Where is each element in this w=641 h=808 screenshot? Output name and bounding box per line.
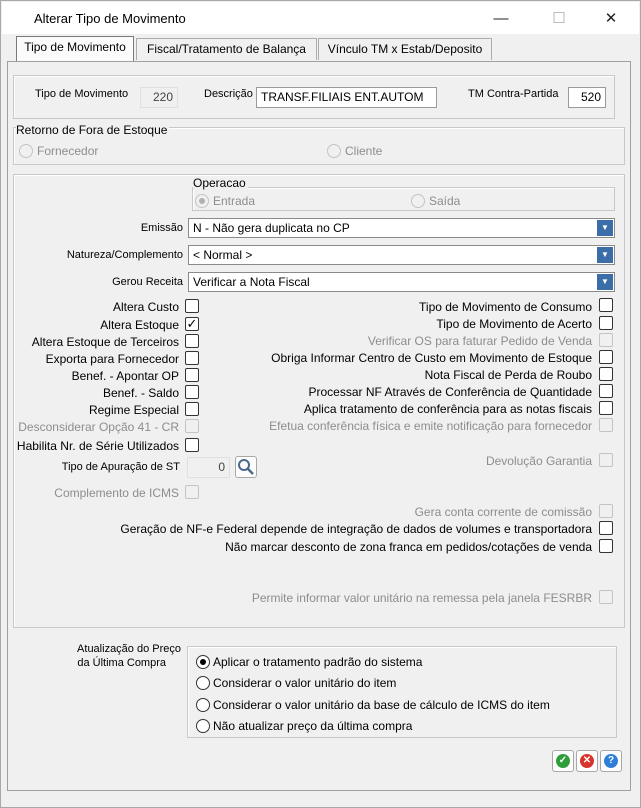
atualizacao-option-base-icms-label: Considerar o valor unitário da base de cálculo de ICMS do item [213, 698, 550, 712]
natureza-select[interactable] [188, 245, 615, 265]
help-button[interactable] [600, 750, 622, 772]
altera-estoque-terceiros-checkbox[interactable] [185, 334, 199, 348]
nao-marcar-desconto-checkbox[interactable] [599, 539, 613, 553]
aplica-conferencia-checkbox[interactable] [599, 401, 613, 415]
retorno-title: Retorno de Fora de Estoque [16, 123, 168, 137]
fornecedor-radio[interactable] [19, 144, 33, 158]
window-title: Alterar Tipo de Movimento [34, 11, 186, 26]
apuracao-st-label: Tipo de Apuração de ST [61, 461, 180, 473]
regime-especial-checkbox[interactable] [185, 402, 199, 416]
aplica-conferencia-label: Aplica tratamento de conferência para as notas fiscais [303, 402, 592, 416]
complemento-icms-label: Complemento de ICMS [54, 486, 179, 500]
atualizacao-option-padrao-label: Aplicar o tratamento padrão do sistema [213, 655, 423, 669]
tab-vinculo-tm[interactable]: Vínculo TM x Estab/Deposito [318, 38, 492, 60]
benef-apontar-op-checkbox[interactable] [185, 368, 199, 382]
chevron-down-icon: ▼ [597, 247, 613, 263]
close-icon: ✕ [580, 754, 594, 768]
chevron-down-icon: ▼ [597, 274, 613, 290]
cancel-button[interactable] [576, 750, 598, 772]
minimize-button[interactable]: — [493, 10, 509, 27]
altera-custo-label: Altera Custo [112, 300, 179, 314]
tm-contra-partida-input[interactable]: 520 [568, 87, 606, 108]
tab-tipo-de-movimento[interactable]: Tipo de Movimento [16, 36, 134, 61]
atualizacao-option-padrao-radio[interactable] [196, 655, 210, 669]
tipo-movimento-label: Tipo de Movimento [35, 88, 129, 100]
tm-acerto-checkbox[interactable] [599, 316, 613, 330]
operacao-title: Operacao [193, 176, 246, 190]
geracao-nfe-checkbox[interactable] [599, 521, 613, 535]
gera-conta-corrente-checkbox[interactable] [599, 504, 613, 518]
operacao-group [192, 187, 615, 211]
tipo-movimento-field: 220 [140, 87, 178, 108]
exporta-fornecedor-label: Exporta para Fornecedor [45, 352, 179, 366]
permite-valor-unitario-checkbox[interactable] [599, 590, 613, 604]
cliente-radio[interactable] [327, 144, 341, 158]
tm-consumo-label: Tipo de Movimento de Consumo [419, 300, 592, 314]
complemento-icms-checkbox[interactable] [185, 485, 199, 499]
geracao-nfe-label: Geração de NF-e Federal depende de integração de dados de volumes e transportadora [120, 522, 592, 536]
habilita-serie-checkbox[interactable] [185, 438, 199, 452]
nf-perda-roubo-checkbox[interactable] [599, 367, 613, 381]
altera-estoque-checkbox[interactable] [185, 317, 199, 331]
ok-button[interactable] [552, 750, 574, 772]
altera-estoque-terceiros-label: Altera Estoque de Terceiros [31, 335, 179, 349]
atualizacao-label-line2: da Última Compra [77, 657, 166, 669]
atualizacao-option-nao-atualizar-radio[interactable] [196, 719, 210, 733]
atualizacao-option-nao-atualizar-label: Não atualizar preço da última compra [213, 719, 413, 733]
maximize-button[interactable]: ☐ [552, 10, 566, 27]
emissao-select[interactable] [188, 218, 615, 238]
obriga-centro-custo-checkbox[interactable] [599, 350, 613, 364]
saida-label: Saída [429, 194, 461, 208]
tm-acerto-label: Tipo de Movimento de Acerto [436, 317, 592, 331]
check-icon: ✓ [556, 754, 570, 768]
atualizacao-option-base-icms-radio[interactable] [196, 698, 210, 712]
gerou-receita-value: Verificar a Nota Fiscal [193, 275, 310, 289]
benef-saldo-label: Benef. - Saldo [102, 386, 179, 400]
close-button[interactable]: ✕ [604, 10, 618, 27]
tm-consumo-checkbox[interactable] [599, 298, 613, 312]
tab-fiscal-tratamento[interactable]: Fiscal/Tratamento de Balança [136, 38, 317, 60]
altera-estoque-label: Altera Estoque [100, 318, 179, 332]
descricao-label: Descrição [204, 88, 253, 100]
exporta-fornecedor-checkbox[interactable] [185, 351, 199, 365]
gera-conta-corrente-label: Gera conta corrente de comissão [414, 505, 592, 519]
desconsiderar-opcao-label: Desconsiderar Opção 41 - CR [18, 420, 179, 434]
natureza-value: < Normal > [193, 248, 253, 262]
atualizacao-option-valor-unitario-radio[interactable] [196, 676, 210, 690]
main-group [13, 174, 625, 628]
nf-perda-roubo-label: Nota Fiscal de Perda de Roubo [424, 368, 592, 382]
cliente-label: Cliente [345, 144, 383, 158]
efetua-conferencia-label: Efetua conferência física e emite notificação para fornecedor [269, 419, 592, 433]
apuracao-st-field: 0 [187, 457, 230, 478]
emissao-label: Emissão [140, 222, 183, 234]
processar-nf-label: Processar NF Através de Conferência de Quantidade [308, 385, 592, 399]
obriga-centro-custo-label: Obriga Informar Centro de Custo em Movimento de Estoque [271, 351, 592, 365]
natureza-label: Natureza/Complemento [66, 249, 183, 261]
devolucao-garantia-checkbox[interactable] [599, 453, 613, 467]
help-icon: ? [604, 754, 618, 768]
regime-especial-label: Regime Especial [88, 403, 179, 417]
altera-custo-checkbox[interactable] [185, 299, 199, 313]
desconsiderar-opcao-checkbox[interactable] [185, 419, 199, 433]
verificar-os-label: Verificar OS para faturar Pedido de Venda [367, 334, 592, 348]
efetua-conferencia-checkbox[interactable] [599, 418, 613, 432]
search-button[interactable] [235, 456, 257, 478]
chevron-down-icon: ▼ [597, 220, 613, 236]
fornecedor-label: Fornecedor [37, 144, 99, 158]
saida-radio[interactable] [411, 194, 425, 208]
search-icon [236, 457, 256, 477]
emissao-value: N - Não gera duplicata no CP [193, 221, 350, 235]
tm-contra-partida-label: TM Contra-Partida [468, 88, 559, 100]
verificar-os-checkbox[interactable] [599, 333, 613, 347]
atualizacao-label-line1: Atualização do Preço [77, 643, 181, 655]
devolucao-garantia-label: Devolução Garantia [485, 454, 592, 468]
entrada-label: Entrada [213, 194, 256, 208]
processar-nf-checkbox[interactable] [599, 384, 613, 398]
benef-apontar-op-label: Benef. - Apontar OP [71, 369, 179, 383]
gerou-receita-label: Gerou Receita [112, 276, 183, 288]
entrada-radio[interactable] [195, 194, 209, 208]
check-icon: ✓ [186, 316, 198, 331]
nao-marcar-desconto-label: Não marcar desconto de zona franca em pedidos/cotações de venda [225, 540, 592, 554]
title-bar [2, 2, 639, 34]
habilita-serie-label: Habilita Nr. de Série Utilizados [16, 439, 179, 453]
permite-valor-unitario-label: Permite informar valor unitário na remessa pela janela FESRBR [251, 591, 592, 605]
descricao-input[interactable]: TRANSF.FILIAIS ENT.AUTOM [256, 87, 437, 108]
gerou-receita-select[interactable] [188, 272, 615, 292]
atualizacao-option-valor-unitario-label: Considerar o valor unitário do item [213, 676, 397, 690]
benef-saldo-checkbox[interactable] [185, 385, 199, 399]
